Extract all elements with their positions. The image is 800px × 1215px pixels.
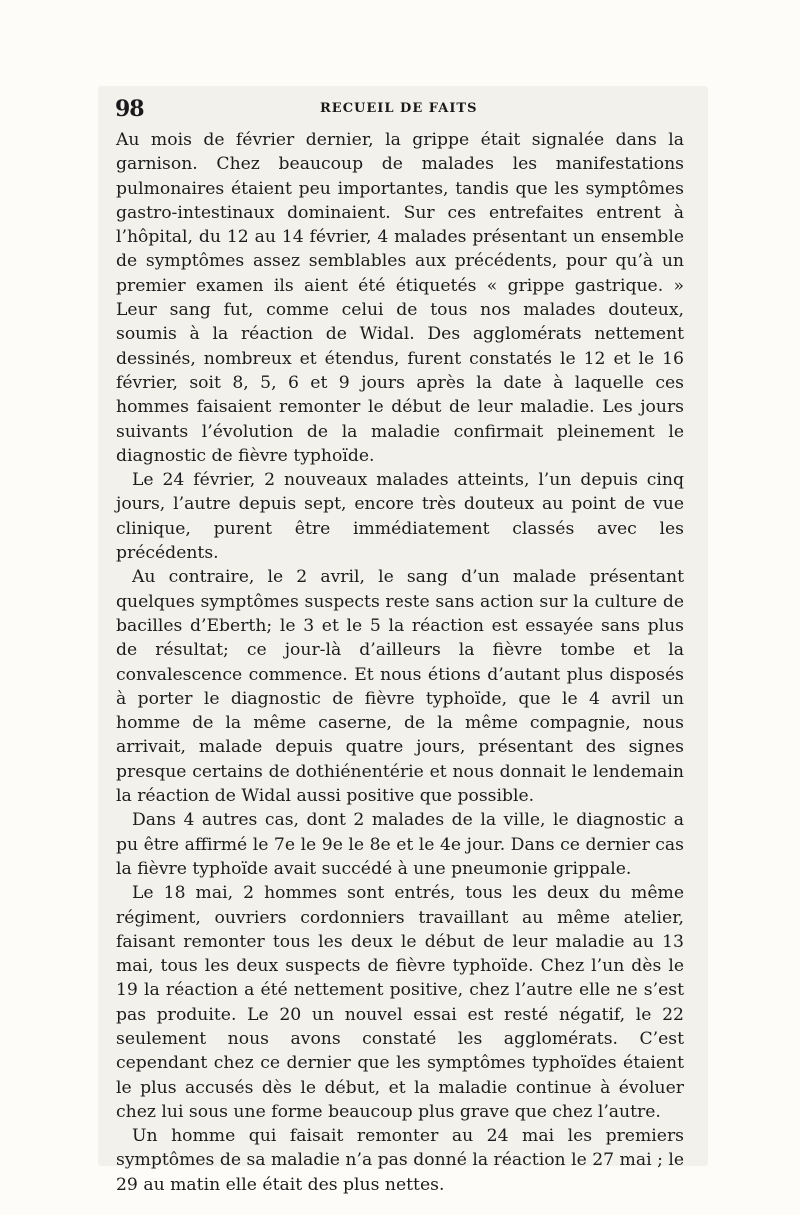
paragraph: Au mois de février dernier, la grippe était signalée dans la garnison. Chez beaucoup de malades les manifestations pulmonaires étaient peu importantes, tandis que les symptômes gastro-intestinaux dominaient. Sur ces entrefaites entrent à l’hôpital, du 12 au 14 février, 4 malades présentant un ensemble de symptômes assez semblables aux précédents, pour qu’à un premier examen ils aient été étiquetés « grippe gastrique. » Leur sang fut, comme celui de tous nos malades douteux, soumis à la réaction de Widal. Des agglomérats nettement dessinés, nombreux et étendus, furent constatés le 12 et le 16 février, soit 8, 5, 6 et 9 jours après la date à laquelle ces hommes faisaient remonter le début de leur maladie. Les jours suivants l’évolution de la maladie confirmait pleinement le diagnostic de fièvre typhoïde. [116,130,684,466]
paragraph: Au contraire, le 2 avril, le sang d’un malade présentant quelques symptômes suspects reste sans action sur la culture de bacilles d’Eberth; le 3 et le 5 la réaction est essayée sans plus de résultat; ce jour-là d’ailleurs la fièvre tombe et la convalescence commence. Et nous étions d’autant plus disposés à porter le diagnostic de fièvre typhoïde, que le 4 avril un homme de la même caserne, de la même compagnie, nous arrivait, malade depuis quatre jours, présentant des signes presque certains de dothiénentérie et nous donnait le lendemain la réaction de Widal aussi positive que possible. [116,567,684,807]
paragraph: Dans 4 autres cas, dont 2 malades de la ville, le diagnostic a pu être affirmé le 7e le 9e le 8e et le 4e jour. Dans ce dernier cas la fièvre typhoïde avait succédé à une pneumonie grippale. [116,810,684,879]
page-number: 98 [115,96,144,122]
paragraph: Le 24 février, 2 nouveaux malades atteints, l’un depuis cinq jours, l’autre depuis sept, encore très douteux au point de vue clinique, purent être immédiatement classés avec les précédents. [116,470,684,564]
paragraph: Un homme qui faisait remonter au 24 mai les premiers symptômes de sa maladie n’a pas donné la réaction le 27 mai ; le 29 au matin elle était des plus nettes. [116,1126,684,1195]
running-head: RECUEIL DE FAITS [320,101,478,116]
body-text [116,128,684,1197]
paragraph: Le 18 mai, 2 hommes sont entrés, tous les deux du même régiment, ouvriers cordonniers travaillant au même atelier, faisant remonter tous les deux le début de leur maladie au 13 mai, tous les deux suspects de fièvre typhoïde. Chez l’un dès le 19 la réaction a été nettement positive, chez l’autre elle ne s’est pas produite. Le 20 un nouvel essai est resté négatif, le 22 seulement nous avons constaté les agglomérats. C’est cependant chez ce dernier que les symptômes typhoïdes étaient le plus accusés dès le début, et la maladie continue à évoluer chez lui sous une forme beaucoup plus grave que chez l’autre. [116,883,684,1122]
page-header [115,96,685,122]
